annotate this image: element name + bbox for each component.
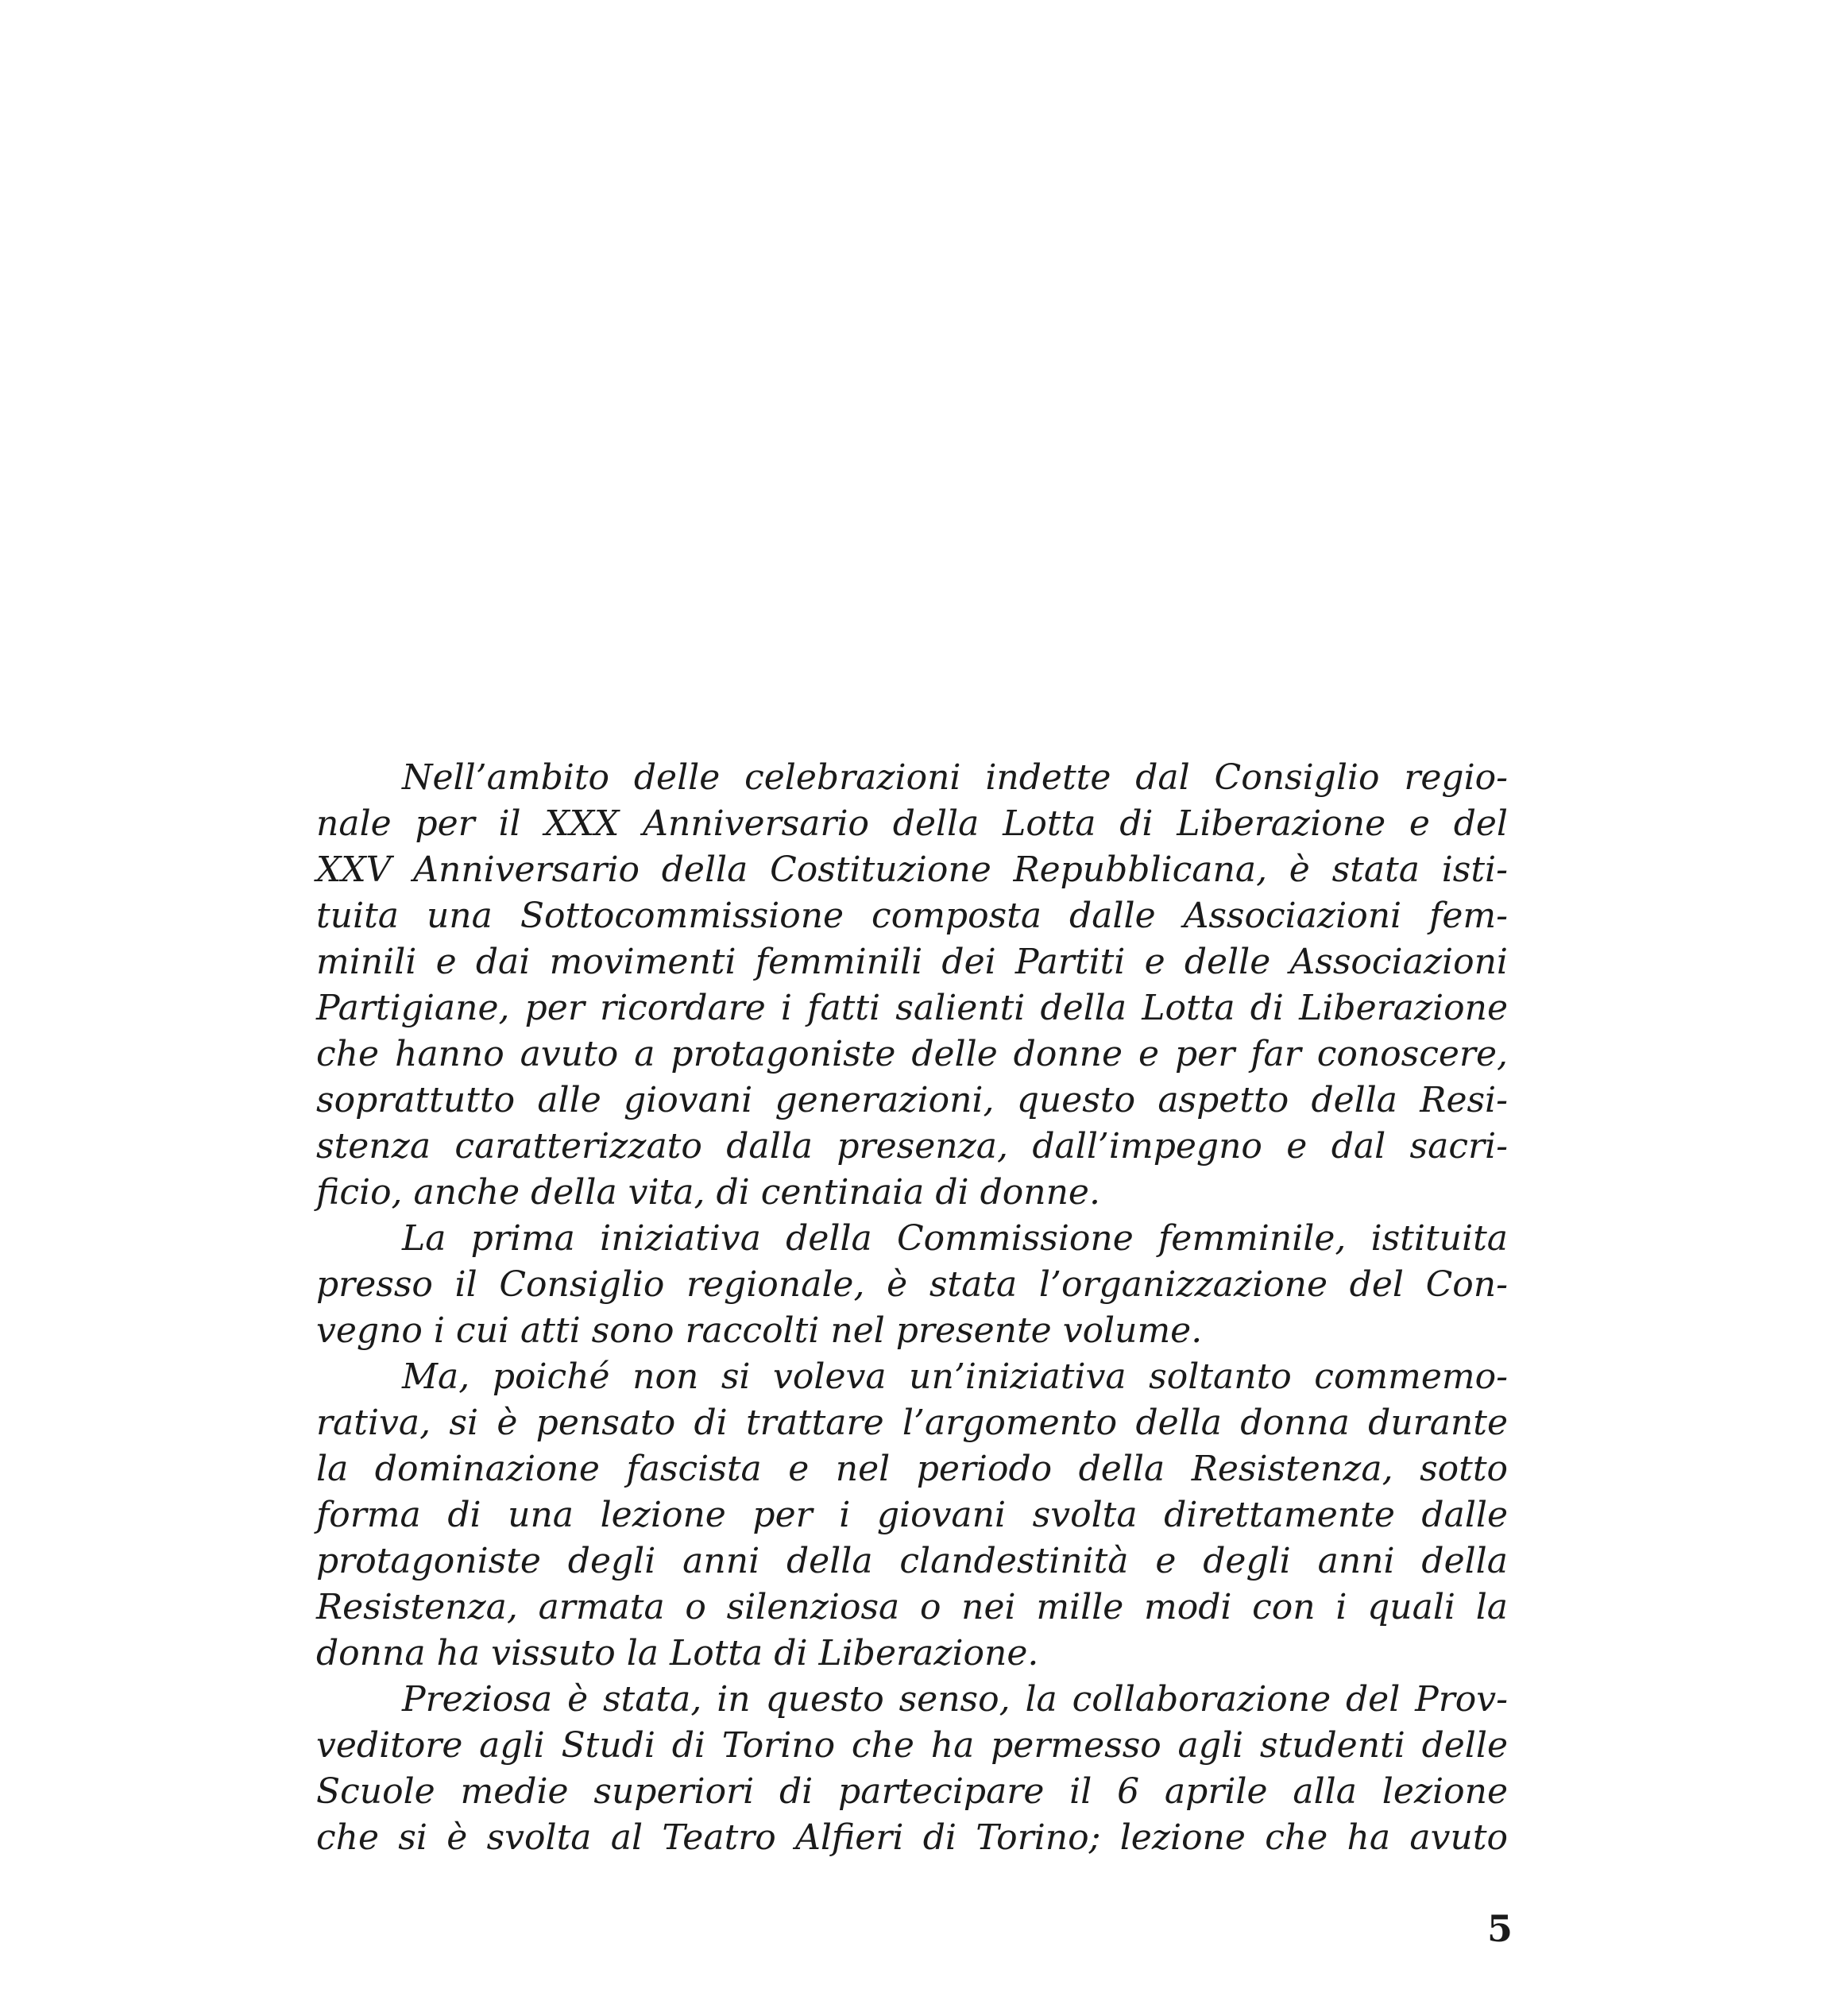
text-line: protagoniste degli anni della clandestinità e degli anni della bbox=[316, 1541, 1508, 1581]
text-line: rativa, si è pensato di trattare l’argomento della donna durante bbox=[316, 1403, 1508, 1443]
text-line: che hanno avuto a protagoniste delle donne e per far conoscere, bbox=[316, 1034, 1508, 1074]
text-line: Resistenza, armata o silenziosa o nei mille modi con i quali la bbox=[316, 1587, 1508, 1627]
text-line: veditore agli Studi di Torino che ha permesso agli studenti delle bbox=[316, 1725, 1508, 1766]
text-line: soprattutto alle giovani generazioni, questo aspetto della Resi- bbox=[316, 1080, 1508, 1120]
text-line: Ma, poiché non si voleva un’iniziativa soltanto commemo- bbox=[402, 1356, 1508, 1397]
text-line: tuita una Sottocommissione composta dalle Associazioni fem- bbox=[316, 896, 1508, 936]
text-line: Scuole medie superiori di partecipare il 6 aprile alla lezione bbox=[316, 1771, 1508, 1812]
text-line: forma di una lezione per i giovani svolta direttamente dalle bbox=[316, 1495, 1508, 1535]
text-line: presso il Consiglio regionale, è stata l’organizzazione del Con- bbox=[316, 1264, 1508, 1305]
text-line: la dominazione fascista e nel periodo della Resistenza, sotto bbox=[316, 1449, 1508, 1489]
page-number: 5 bbox=[1487, 1907, 1513, 1950]
text-line: minili e dai movimenti femminili dei Partiti e delle Associazioni bbox=[316, 942, 1508, 982]
text-line: Nell’ambito delle celebrazioni indette dal Consiglio regio- bbox=[402, 757, 1508, 798]
text-line: donna ha vissuto la Lotta di Liberazione. bbox=[316, 1633, 1039, 1674]
text-line: Preziosa è stata, in questo senso, la collaborazione del Prov- bbox=[402, 1679, 1508, 1720]
body-text bbox=[316, 755, 1508, 1861]
text-line: ficio, anche della vita, di centinaia di donne. bbox=[316, 1172, 1100, 1213]
text-line: Partigiane, per ricordare i fatti salienti della Lotta di Liberazione bbox=[316, 988, 1508, 1028]
text-line: XXV Anniversario della Costituzione Repubblicana, è stata isti- bbox=[316, 849, 1508, 890]
text-line: stenza caratterizzato dalla presenza, dall’impegno e dal sacri- bbox=[316, 1126, 1508, 1167]
text-line: che si è svolta al Teatro Alfieri di Torino; lezione che ha avuto bbox=[316, 1817, 1508, 1858]
text-line: vegno i cui atti sono raccolti nel presente volume. bbox=[316, 1310, 1203, 1351]
text-line: La prima iniziativa della Commissione femminile, istituita bbox=[402, 1218, 1508, 1259]
text-line: nale per il XXX Anniversario della Lotta di Liberazione e del bbox=[316, 803, 1508, 844]
